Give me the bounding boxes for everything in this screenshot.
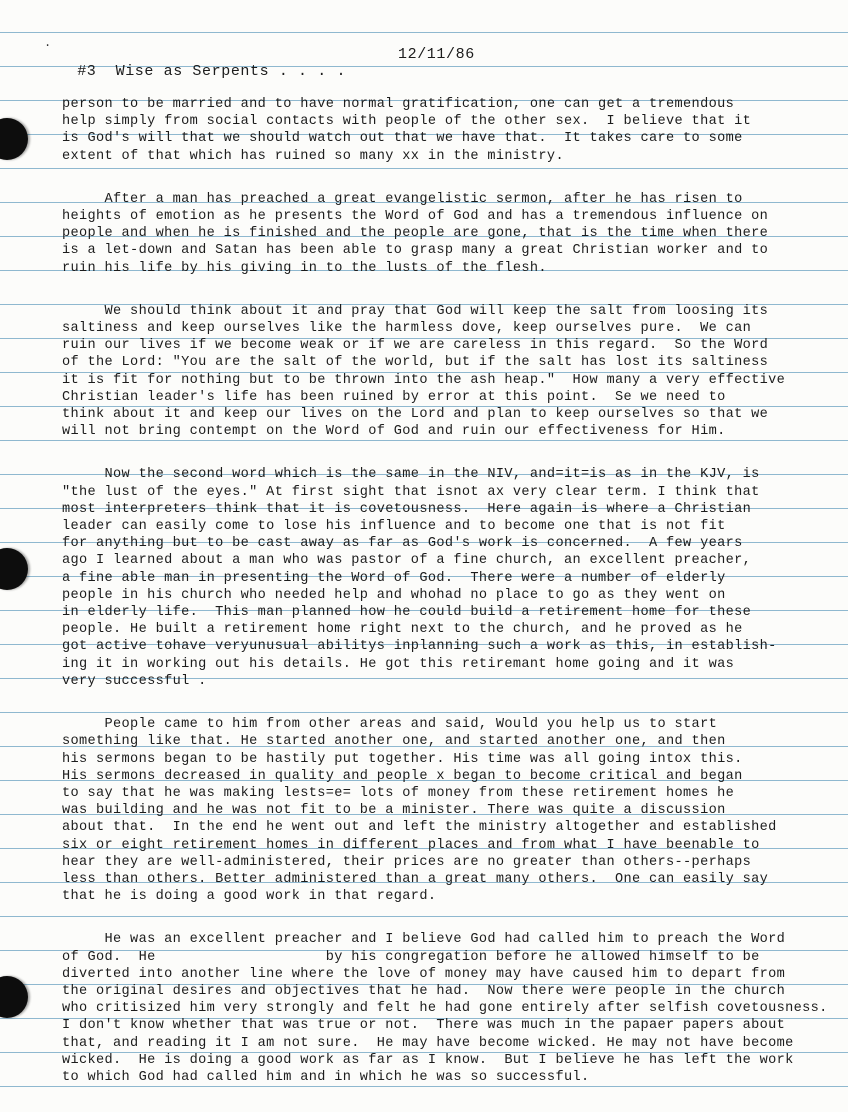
text-line: People came to him from other areas and said, Would you help us to start xyxy=(62,717,718,733)
text-line: extent of that which has ruined so many xx in the ministry. xyxy=(62,148,564,164)
text-line: will not bring contempt on the Word of God and ruin our effectiveness for Him. xyxy=(62,424,726,440)
paragraph xyxy=(62,931,832,1086)
text-line: people in his church who needed help and whohad no place to go as they went on xyxy=(62,587,726,603)
text-line: to which God had called him and in which he was so successful. xyxy=(62,1069,590,1085)
text-line: very successful . xyxy=(62,673,207,689)
text-line: six or eight retirement homes in different places and from what I have beenable to xyxy=(62,837,760,853)
text-line: hear they are well-administered, their prices are no greater than others--perhaps xyxy=(62,854,752,870)
text-line: is God's will that we should watch out that we have that. It takes care to some xyxy=(62,131,743,147)
text-line: ing it in working out his details. He got this retiremant home going and it was xyxy=(62,656,735,672)
document-title: #3 Wise as Serpents . . . . xyxy=(77,63,347,80)
text-line: less than others. Better administered than a great many others. One can easily say xyxy=(62,871,769,887)
text-line: wicked. He is doing a good work as far as I know. But I believe he has left the work xyxy=(62,1052,794,1068)
document-date: 12/11/86 xyxy=(398,46,475,63)
text-line: ruin his life by his giving in to the lusts of the flesh. xyxy=(62,260,547,276)
text-line: person to be married and to have normal gratification, one can get a tremendous xyxy=(62,97,735,112)
stray-mark: . xyxy=(44,36,52,50)
text-line: it is fit for nothing but to be thrown into the ash heap." How many a very effective xyxy=(62,372,786,388)
text-line: ruin our lives if we become weak or if we are careless in this regard. So the Word xyxy=(62,338,769,354)
paragraph xyxy=(62,191,832,277)
text-line: ago I learned about a man who was pastor of a fine church, an excellent preacher, xyxy=(62,553,752,569)
paragraph xyxy=(62,716,832,905)
text-line: of the Lord: "You are the salt of the world, but if the salt has lost its saltiness xyxy=(62,355,769,371)
text-line: the original desires and objectives that he had. Now there were people in the church xyxy=(62,983,786,999)
text-line: his sermons began to be hastily put together. His time was all going intox this. xyxy=(62,751,743,767)
text-line: diverted into another line where the love of money may have caused him to depart from xyxy=(62,966,786,982)
text-line: think about it and keep our lives on the Lord and plan to keep ourselves so that we xyxy=(62,407,769,423)
text-line: who critisized him very strongly and felt he had gone entirely after selfish covetousness. xyxy=(62,1001,828,1017)
text-line: about that. In the end he went out and left the ministry altogether and established xyxy=(62,820,777,836)
text-line: a fine able man in presenting the Word of God. There were a number of elderly xyxy=(62,570,726,586)
page-header xyxy=(58,46,818,97)
text-line: We should think about it and pray that God will keep the salt from loosing its xyxy=(62,303,769,319)
text-line: leader can easily come to lose his influence and to become one that is not fit xyxy=(62,519,726,535)
text-line: that he is doing a good work in that regard. xyxy=(62,889,437,905)
paragraph xyxy=(62,303,832,441)
text-line: people. He built a retirement home right next to the church, and he proved as he xyxy=(62,622,743,638)
text-line: Now the second word which is the same in the NIV, and=it=is as in the KJV, is xyxy=(62,467,760,483)
text-line: was building and he was not fit to be a minister. There was quite a discussion xyxy=(62,803,726,819)
text-line: in elderly life. This man planned how he could build a retirement home for these xyxy=(62,605,752,621)
typed-body xyxy=(62,96,832,1112)
paragraph xyxy=(62,96,832,165)
text-line: is a let-down and Satan has been able to grasp many a great Christian worker and to xyxy=(62,243,769,259)
text-line: heights of emotion as he presents the Word of God and has a tremendous influence on xyxy=(62,209,769,225)
text-line: something like that. He started another one, and started another one, and then xyxy=(62,734,726,750)
text-line: His sermons decreased in quality and people x began to become critical and began xyxy=(62,768,743,784)
text-line: people and when he is finished and the people are gone, that is the time when there xyxy=(62,226,769,242)
text-line: most interpreters think that it is covetousness. Here again is where a Christian xyxy=(62,501,752,517)
text-line: of God. He by his congregation before he allowed himself to be xyxy=(62,949,760,965)
text-line: "the lust of the eyes." At first sight that isnot ax very clear term. I think that xyxy=(62,484,760,500)
text-line: saltiness and keep ourselves like the harmless dove, keep ourselves pure. We can xyxy=(62,321,752,337)
text-line: After a man has preached a great evangelistic sermon, after he has risen to xyxy=(62,191,743,207)
text-line: I don't know whether that was true or not. There was much in the papaer papers about xyxy=(62,1018,786,1034)
text-line: that, and reading it I am not sure. He may have become wicked. He may not have become xyxy=(62,1035,794,1051)
paragraph xyxy=(62,466,832,690)
text-line: help simply from social contacts with people of the other sex. I believe that it xyxy=(62,114,752,130)
text-line: Christian leader's life has been ruined by error at this point. Se we need to xyxy=(62,389,726,405)
text-line: got active tohave veryunusual abilitys inplanning such a work as this, in establish- xyxy=(62,639,777,655)
text-line: He was an excellent preacher and I believe God had called him to preach the Word xyxy=(62,932,786,948)
text-line: to say that he was making lests=e= lots of money from these retirement homes he xyxy=(62,785,735,801)
text-line: for anything but to be cast away as far as God's work is concerned. A few years xyxy=(62,536,743,552)
